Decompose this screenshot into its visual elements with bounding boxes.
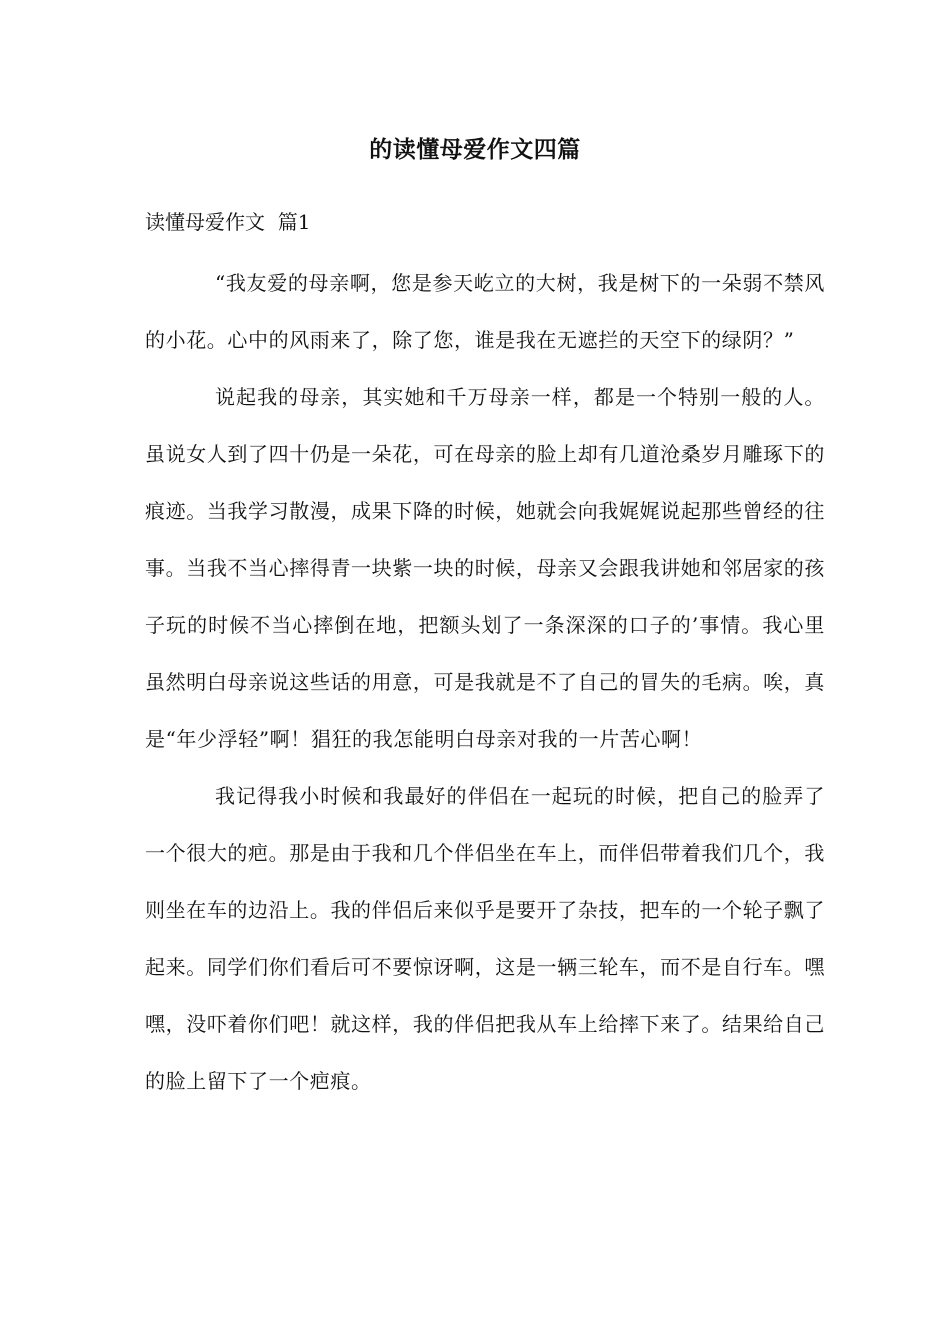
paragraph-3: 我记得我小时候和我最好的伴侣在一起玩的时候，把自己的脸弄了一个很大的疤。那是由于我和几个伴侣坐在车上，而伴侣带着我们几个，我则坐在车的边沿上。我的伴侣后来似乎是要开了杂技，把车的一个轮子飘了起来。同学们你们看后可不要惊讶啊，这是一辆三轮车，而不是自行车。嘿嘿，没吓着你们吧！就这样，我的伴侣把我从车上给摔下来了。结果给自己的脸上留下了一个疤痕。: [145, 784, 825, 1093]
section-heading: 读懂母爱作文 篇1: [145, 210, 311, 234]
body-text: [145, 255, 825, 1110]
paragraph-1: “我友爱的母亲啊，您是参天屹立的大树，我是树下的一朵弱不禁风的小花。心中的风雨来了，除了您，谁是我在无遮拦的天空下的绿阴？”: [145, 271, 825, 352]
document-title: 的读懂母爱作文四篇: [369, 136, 581, 163]
paragraph-2: 说起我的母亲，其实她和千万母亲一样，都是一个特别一般的人。虽说女人到了四十仍是一朵花，可在母亲的脸上却有几道沧桑岁月雕琢下的痕迹。当我学习散漫，成果下降的时候，她就会向我娓娓说起那些曾经的往事。当我不当心摔得青一块紫一块的时候，母亲又会跟我讲她和邻居家的孩子玩的时候不当心摔倒在地，把额头划了一条深深的口子的’事情。我心里虽然明白母亲说这些话的用意，可是我就是不了自己的冒失的毛病。唉，真是“年少浮轻”啊！猖狂的我怎能明白母亲对我的一片苦心啊！: [145, 385, 825, 751]
